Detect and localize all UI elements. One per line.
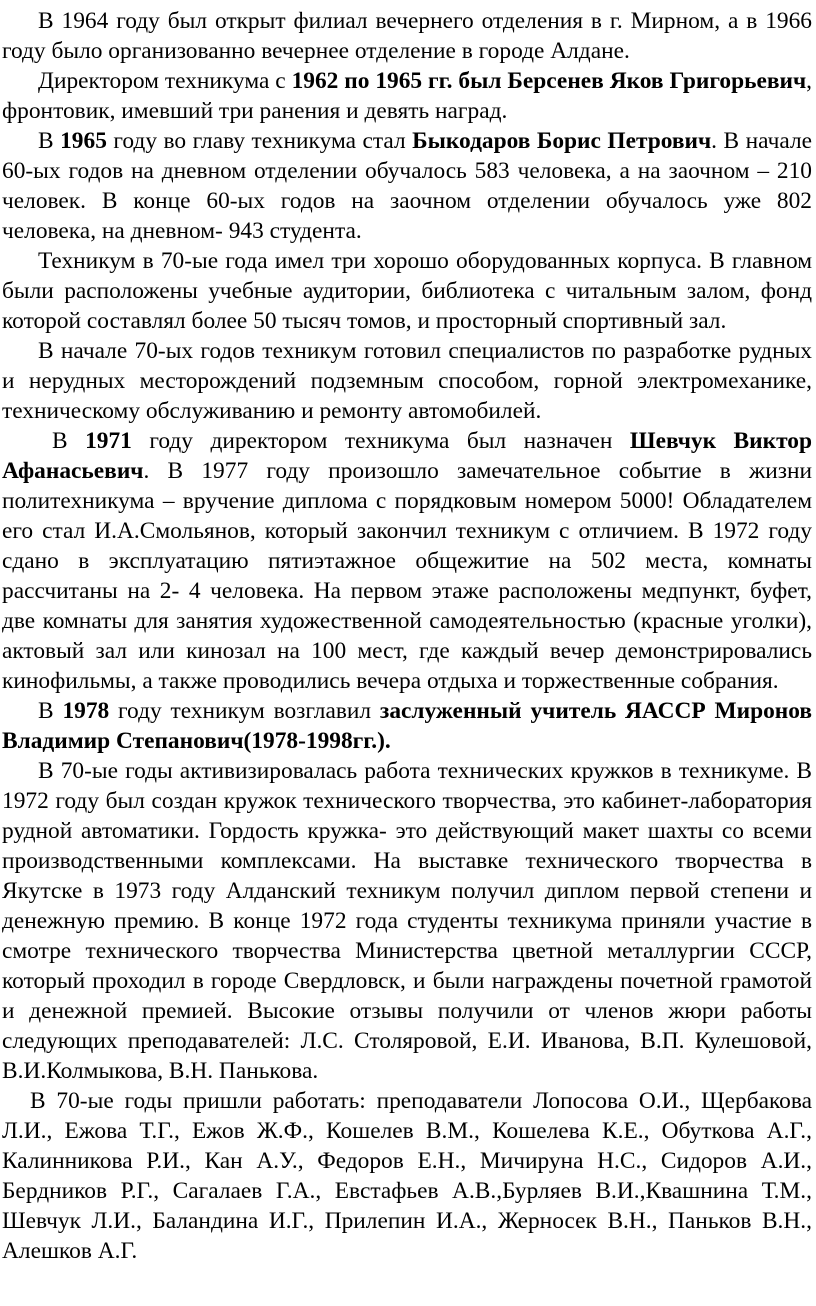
paragraph-text: В — [38, 128, 61, 154]
paragraph-text: , фронтовик, имевший три ранения и девять наград. — [2, 68, 812, 124]
document-page — [2, 6, 812, 1266]
paragraph-text: Директором техникума с — [38, 68, 292, 94]
paragraph-text: В — [52, 428, 86, 454]
paragraph-text: В 70-ые годы активизировалась работа технических кружков в техникуме. В 1972 году был создан кружок технического творчества, это кабинет-лаборатория рудной автоматики. Гордость кружка- это действующий макет шахты со всеми производственными комплексами. На выставке технического творчества в Якутске в 1973 году Алданский техникум получил диплом первой степени и денежную премию. В конце 1972 года студенты техникума приняли участие в смотре технического творчества Министерства цветной металлургии СССР, который проходил в городе Свердловск, и были награждены почетной грамотой и денежной премией. Высокие отзывы получили от членов жюри работы следующих преподавателей: Л.С. Столяровой, Е.И. Иванова, В.П. Кулешовой, В.И.Колмыкова, В.Н. Панькова. — [2, 758, 812, 1084]
bold-name: заслуженный учитель ЯАССР Миронов Владимир Степанович(1978-1998гг.). — [2, 698, 813, 754]
bold-text: 1962 по 1965 гг. был Берсенев Яков Григорьевич — [291, 68, 807, 94]
paragraph-4 — [2, 246, 812, 336]
paragraph-9 — [2, 1086, 812, 1266]
paragraph-7 — [2, 696, 812, 756]
paragraph-5 — [2, 336, 812, 426]
bold-year: 1971 — [85, 428, 132, 454]
bold-name: Быкодаров Борис Петрович — [412, 128, 712, 154]
bold-year: 1965 — [60, 128, 107, 154]
paragraph-text: В 70-ые годы пришли работать: преподаватели Лопосова О.И., Щербакова Л.И., Ежова Т.Г., Ежов Ж.Ф., Кошелев В.М., Кошелева К.Е., Обуткова А.Г., Калинникова Р.И., Кан А.У., Федоров Е.Н., Мичируна Н.С., Сидоров А.И., Бердников Р.Г., Сагалаев Г.А., Евстафьев А.В.,Бурляев В.И.,Квашнина Т.М., Шевчук Л.И., Баландина И.Г., Прилепин И.А., Жерносек В.Н., Паньков В.Н., Алешков А.Г. — [2, 1088, 812, 1264]
paragraph-text: В — [38, 698, 63, 724]
paragraph-text: Техникум в 70-ые года имел три хорошо оборудованных корпуса. В главном были расположены учебные аудитории, библиотека с читальным залом, фонд которой составлял более 50 тысяч томов, и просторный спортивный зал. — [2, 248, 812, 334]
paragraph-text: году директором техникума был назначен — [131, 428, 630, 454]
paragraph-3 — [2, 126, 812, 246]
bold-name: Шевчук Виктор Афанасьевич — [2, 428, 812, 484]
paragraph-6 — [2, 426, 812, 696]
paragraph-text: . В начале 60-ых годов на дневном отделении обучалось 583 человека, а на заочном – 210 человек. В конце 60-ых годов на заочном отделении обучалось уже 802 человека, на дневном- 943 студента. — [2, 128, 812, 244]
paragraph-8 — [2, 756, 812, 1086]
paragraph-1 — [2, 6, 812, 66]
bold-year: 1978 — [62, 698, 110, 724]
paragraph-text: году во главу техникума стал — [106, 128, 413, 154]
paragraph-text: . В 1977 году произошло замечательное событие в жизни политехникума – вручение диплома с порядковым номером 5000! Обладателем его стал И.А.Смольянов, который закончил техникум с отличием. В 1972 году сдано в эксплуатацию пятиэтажное общежитие на 502 места, комнаты рассчитаны на 2- 4 человека. На первом этаже расположены медпункт, буфет, две комнаты для занятия художественной самодеятельностью (красные уголки), актовый зал или кинозал на 100 мест, где каждый вечер демонстрировались кинофильмы, а также проводились вечера отдыха и торжественные собрания. — [2, 458, 812, 694]
paragraph-text: году техникум возглавил — [109, 698, 380, 724]
paragraph-text: В начале 70-ых годов техникум готовил специалистов по разработке рудных и нерудных месторождений подземным способом, горной электромеханике, техническому обслуживанию и ремонту автомобилей. — [2, 338, 812, 424]
paragraph-text: В 1964 году был открыт филиал вечернего отделения в г. Мирном, а в 1966 году было организованно вечернее отделение в городе Алдане. — [2, 8, 812, 64]
paragraph-2 — [2, 66, 812, 126]
